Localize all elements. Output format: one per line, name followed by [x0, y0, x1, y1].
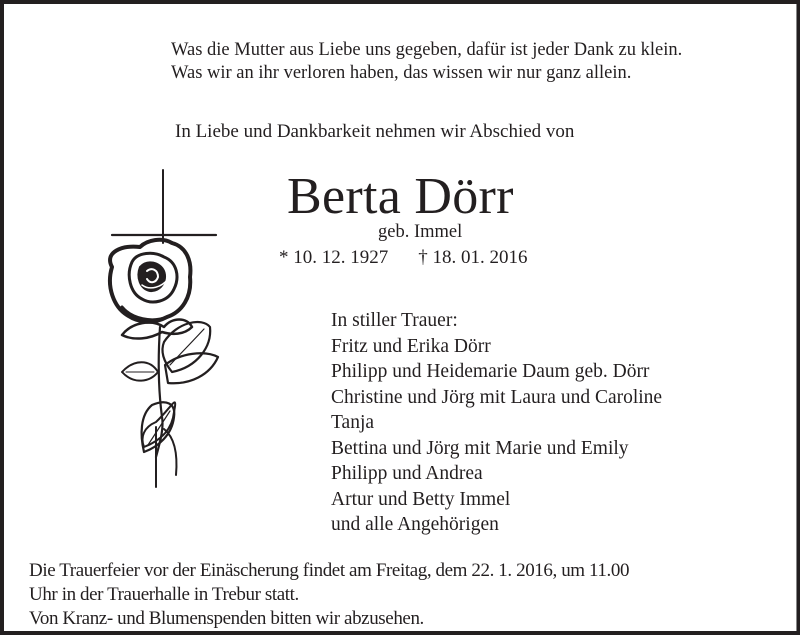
- motto-line: Was wir an ihr verloren haben, das wissen wir nur ganz allein.: [171, 63, 632, 83]
- funeral-details-line: Uhr in der Trauerhalle in Trebur statt.: [29, 584, 299, 605]
- maiden-name: geb. Immel: [378, 222, 463, 242]
- mourners-list: [331, 308, 662, 538]
- obituary-notice: [4, 4, 797, 631]
- death-date: † 18. 01. 2016: [418, 247, 528, 268]
- mourner-entry: Tanja: [331, 412, 375, 433]
- mourner-entry: Fritz und Erika Dörr: [331, 335, 491, 357]
- mourner-entry: Artur und Betty Immel: [331, 488, 511, 510]
- donation-note: Von Kranz- und Blumenspenden bitten wir abzusehen.: [29, 608, 424, 629]
- mourner-entry: Philipp und Heidemarie Daum geb. Dörr: [331, 361, 650, 382]
- life-dates: [279, 247, 528, 269]
- funeral-details-line: Die Trauerfeier vor der Einäscherung findet am Freitag, dem 22. 1. 2016, um 11.00: [29, 560, 630, 581]
- cross-with-rose-icon: [92, 167, 222, 507]
- deceased-name: Berta Dörr: [287, 168, 514, 225]
- funeral-details: [29, 559, 629, 631]
- mourner-entry: und alle Angehörigen: [331, 514, 499, 535]
- birth-date: * 10. 12. 1927: [279, 247, 389, 268]
- motto-verse: [171, 39, 682, 85]
- motto-line: Was die Mutter aus Liebe uns gegeben, dafür ist jeder Dank zu klein.: [171, 40, 683, 60]
- intro-text: In Liebe und Dankbarkeit nehmen wir Abschied von: [175, 121, 575, 142]
- mourner-entry: Philipp und Andrea: [331, 463, 483, 484]
- mourner-entry: Bettina und Jörg mit Marie und Emily: [331, 437, 629, 459]
- mourner-entry: Christine und Jörg mit Laura und Caroline: [331, 386, 663, 408]
- mourners-heading: In stiller Trauer:: [331, 310, 458, 331]
